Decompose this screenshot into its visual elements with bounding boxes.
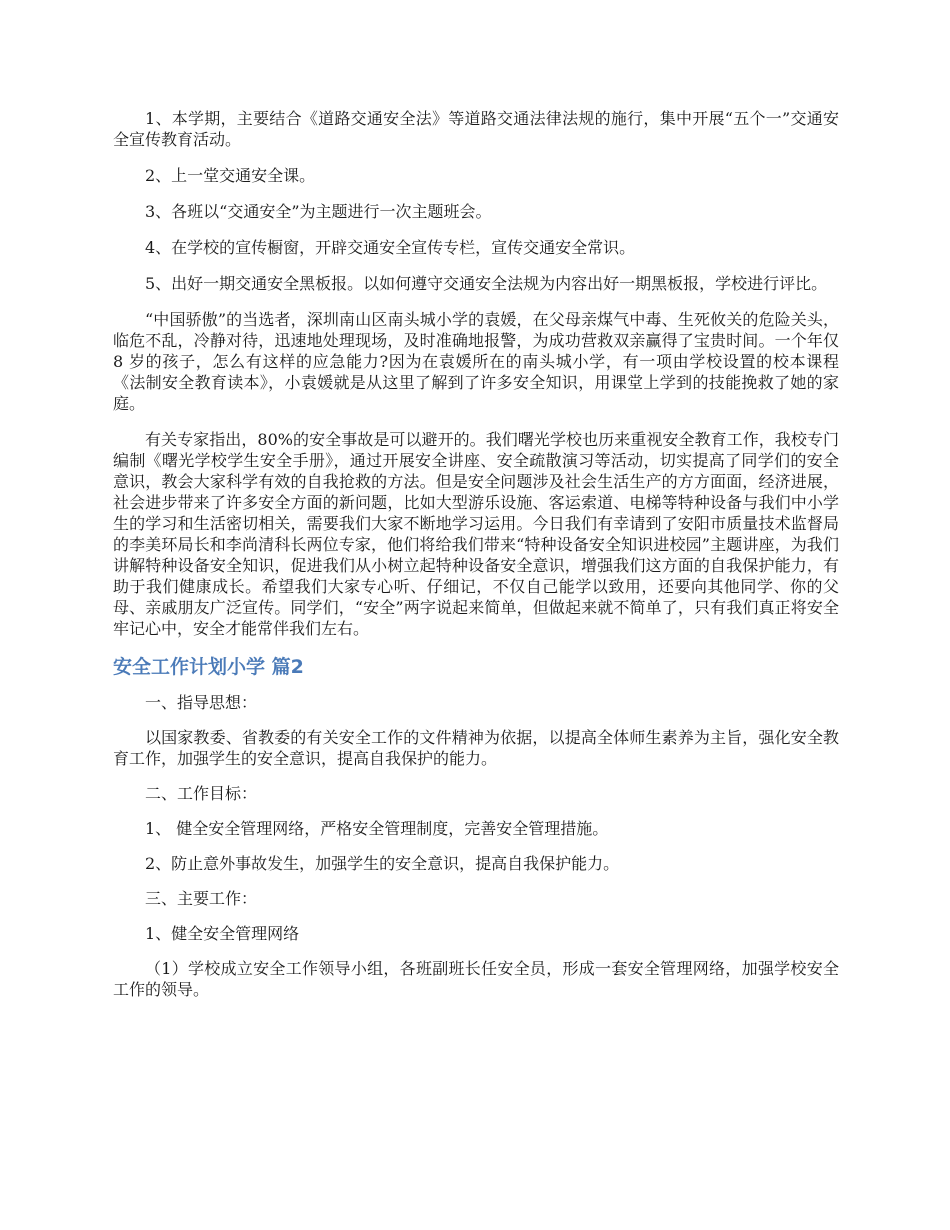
paragraph: 三、主要工作： <box>145 889 258 908</box>
paragraph: “中国骄傲”的当选者，深圳南山区南头城小学的袁媛，在父母亲煤气中毒、生死攸关的危险关头，临危不乱，冷静对待，迅速地处理现场，及时准确地报警，为成功营救双亲赢得了宝贵时间。一个年仅 8 岁的孩子，怎么有这样的应急能力?因为在袁媛所在的南头城小学，有一项由学校设置的校本课程《法制安全教育读本》，小袁媛就是从这里了解到了许多安全知识，用课堂上学到的技能挽救了她的家庭。 <box>113 310 839 413</box>
paragraph: 4、在学校的宣传橱窗，开辟交通安全宣传专栏，宣传交通安全常识。 <box>145 238 636 257</box>
paragraph: 一、指导思想： <box>145 693 258 712</box>
paragraph: 二、工作目标： <box>145 784 258 803</box>
paragraph: 2、防止意外事故发生，加强学生的安全意识，提高自我保护能力。 <box>145 854 620 873</box>
document-page <box>113 108 839 1014</box>
paragraph: 3、各班以“交通安全”为主题进行一次主题班会。 <box>145 202 492 221</box>
paragraph: 1、 健全安全管理网络，严格安全管理制度，完善安全管理措施。 <box>145 819 609 838</box>
paragraph: 1、健全安全管理网络 <box>145 924 300 943</box>
paragraph: 5、出好一期交通安全黑板报。以如何遵守交通安全法规为内容出好一期黑板报，学校进行评比。 <box>145 274 828 293</box>
paragraph: 有关专家指出，80%的安全事故是可以避开的。我们曙光学校也历来重视安全教育工作，我校专门编制《曙光学校学生安全手册》，通过开展安全讲座、安全疏散演习等活动，切实提高了同学们的安全意识，教会大家科学有效的自我抢救的方法。但是安全问题涉及社会生活生产的方方面面，经济进展，社会进步带来了许多安全方面的新问题，比如大型游乐设施、客运索道、电梯等特种设备与我们中小学生的学习和生活密切相关，需要我们大家不断地学习运用。今日我们有幸请到了安阳市质量技术监督局的李美环局长和李尚清科长两位专家，他们将给我们带来“特种设备安全知识进校园”主题讲座，为我们讲解特种设备安全知识，促进我们从小树立起特种设备安全意识，增强我们这方面的自我保护能力，有助于我们健康成长。希望我们大家专心听、仔细记，不仅自己能学以致用，还要向其他同学、你的父母、亲戚朋友广泛宣传。同学们，“安全”两字说起来简单，但做起来就不简单了，只有我们真正将安全牢记心中，安全才能常伴我们左右。 <box>113 430 839 638</box>
paragraph: （1）学校成立安全工作领导小组，各班副班长任安全员，形成一套安全管理网络，加强学校安全工作的领导。 <box>113 959 839 999</box>
paragraph: 1、本学期，主要结合《道路交通安全法》等道路交通法律法规的施行，集中开展“五个一”交通安全宣传教育活动。 <box>113 109 839 149</box>
paragraph: 2、上一堂交通安全课。 <box>145 166 316 185</box>
section-heading: 安全工作计划小学 篇2 <box>113 656 304 678</box>
paragraph: 以国家教委、省教委的有关安全工作的文件精神为依据，以提高全体师生素养为主旨，强化安全教育工作，加强学生的安全意识，提高自我保护的能力。 <box>113 728 839 768</box>
